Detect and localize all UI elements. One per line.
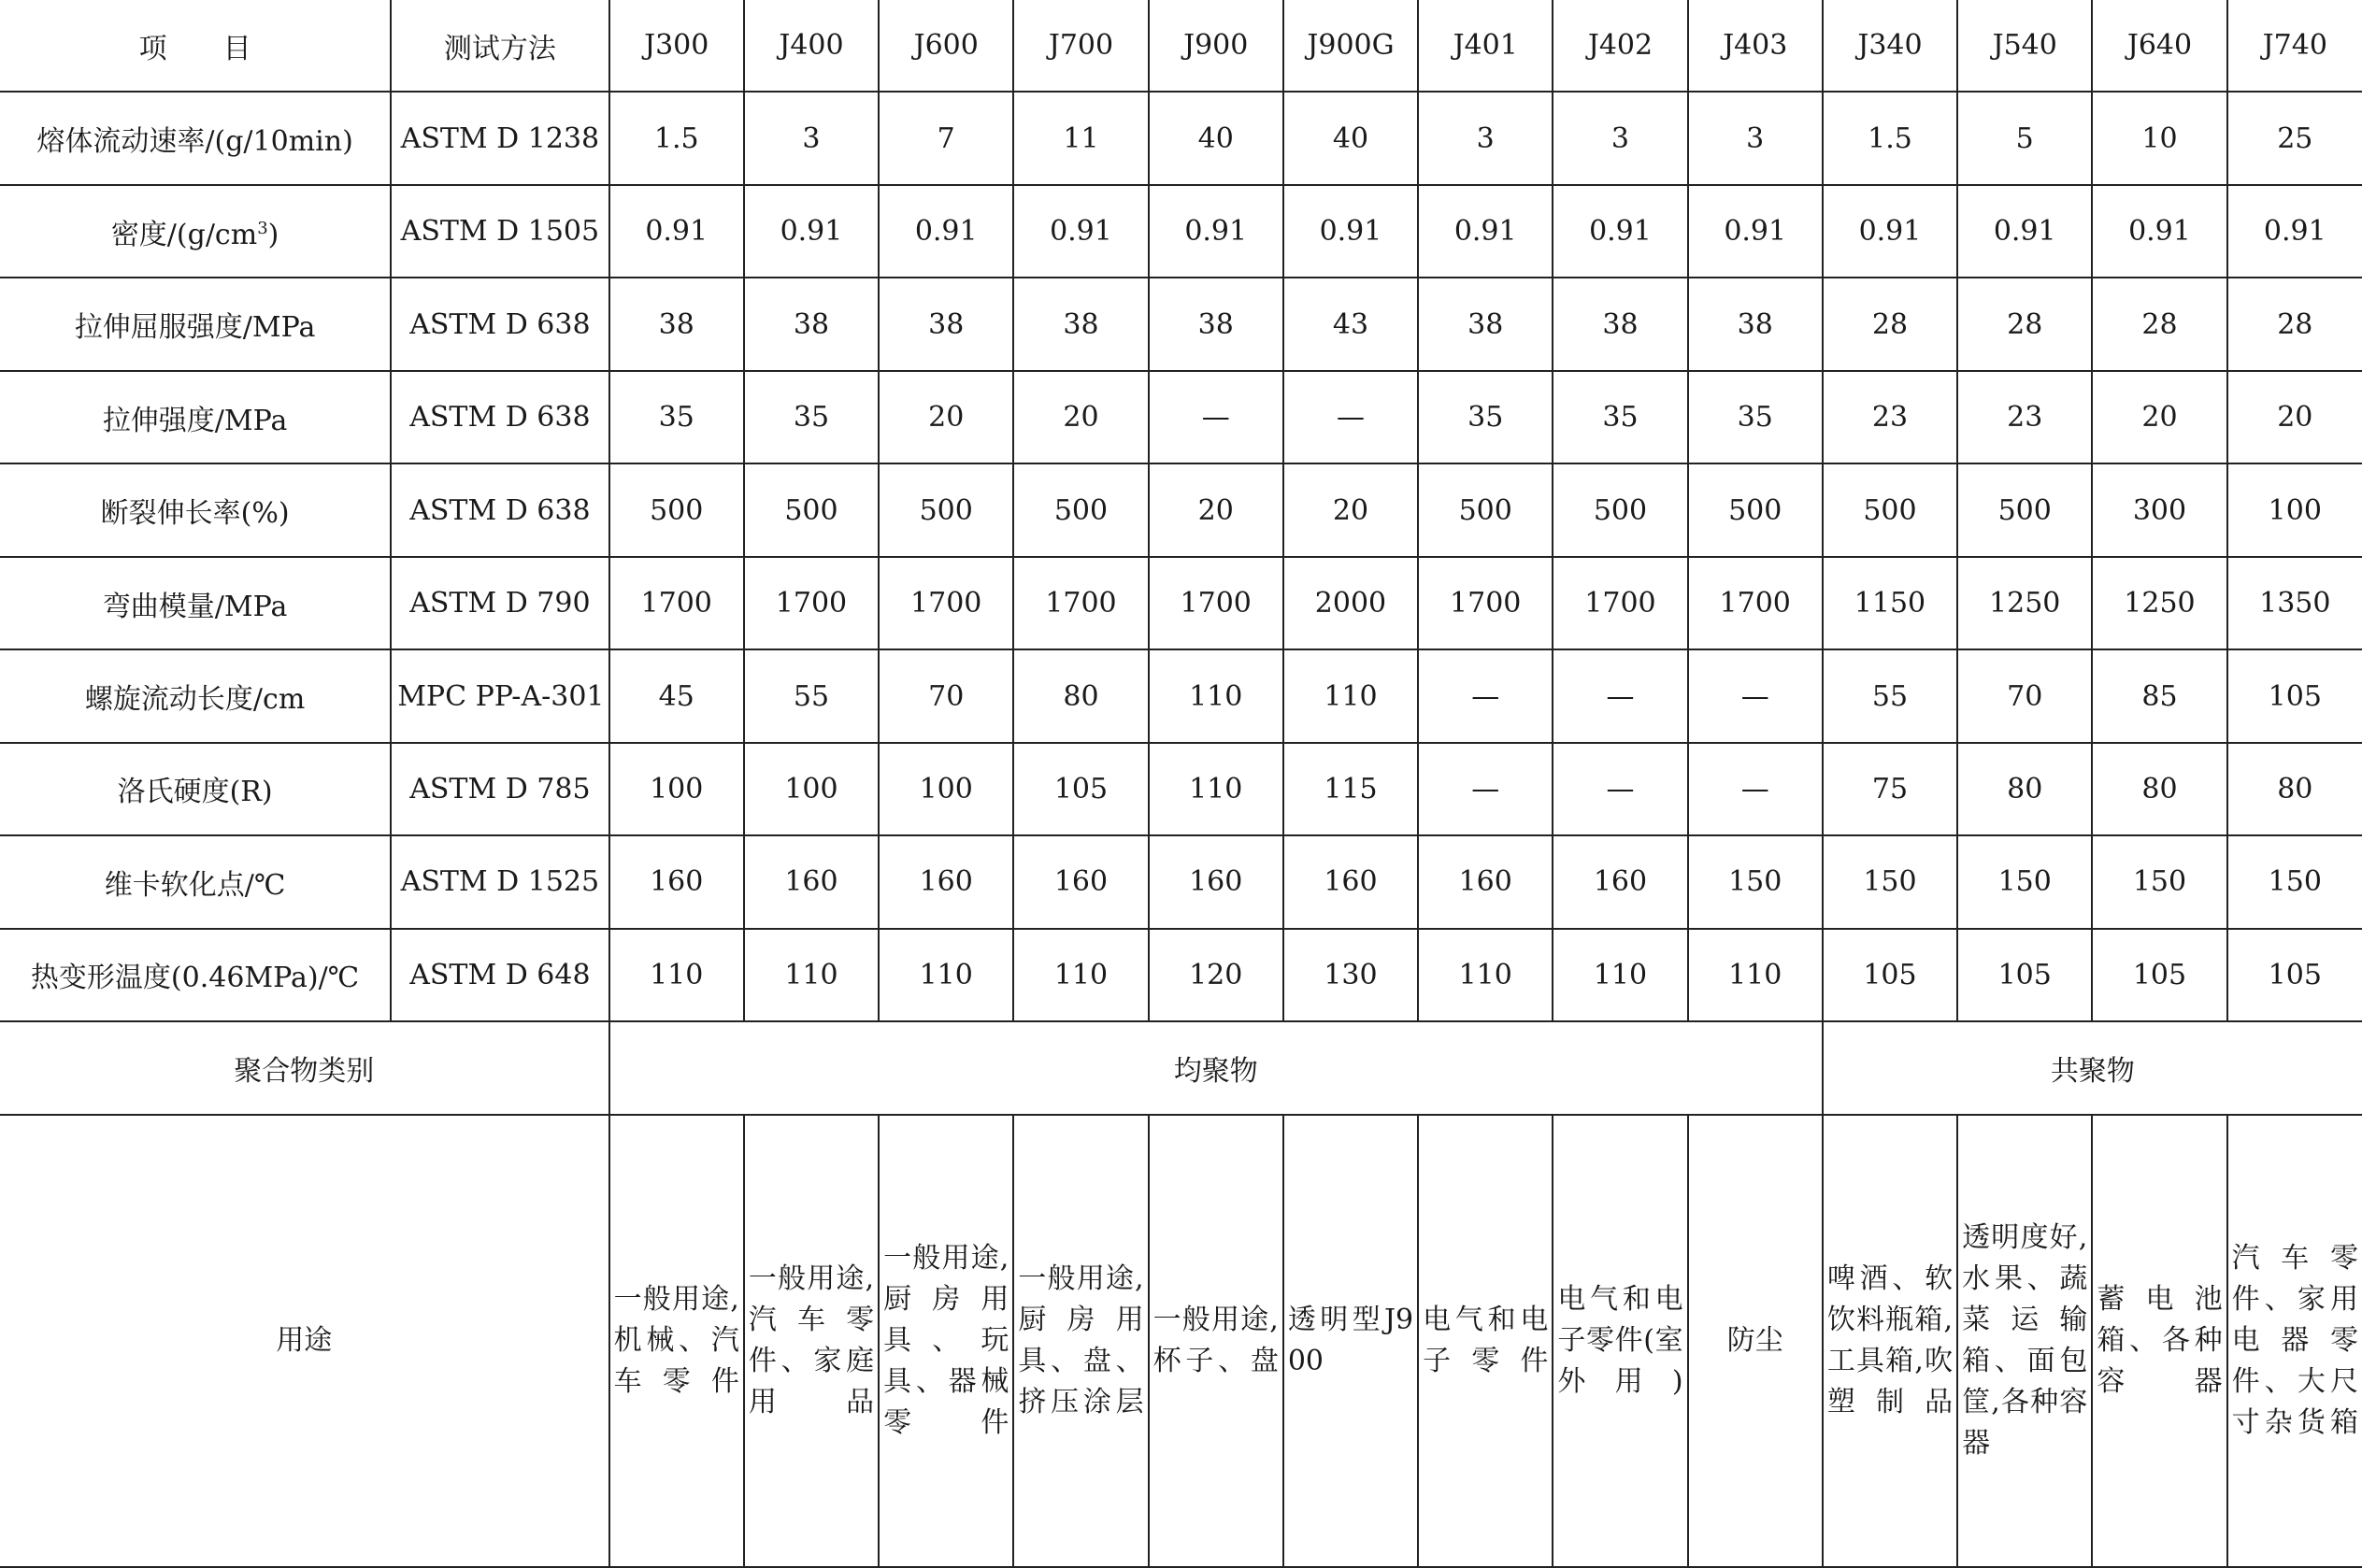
property-value: 1250 [2092,557,2226,649]
property-value: 1700 [744,557,879,649]
property-label-text: 密度/(g/cm [110,218,258,251]
homopolymer-cell: 均聚物 [609,1021,1823,1114]
property-value: 28 [1957,278,2092,370]
property-value: 130 [1283,929,1418,1021]
property-value: 160 [1283,835,1418,928]
property-label: 弯曲模量/MPa [0,557,391,649]
property-value: 0.91 [1553,185,1687,278]
property-value: 20 [2092,371,2226,463]
property-value: 105 [1013,743,1148,835]
property-value: 500 [1957,463,2092,556]
grade-header: J900G [1283,0,1418,92]
property-value: 35 [1418,371,1553,463]
property-value: 80 [2227,743,2362,835]
test-method: ASTM D 638 [391,371,608,463]
property-value: 160 [879,835,1013,928]
property-value: 160 [1013,835,1148,928]
unit-superscript: 3 [257,218,268,238]
property-value: 1350 [2227,557,2362,649]
test-method: ASTM D 638 [391,278,608,370]
property-row [0,649,2362,742]
property-value: 0.91 [2092,185,2226,278]
copolymer-cell: 共聚物 [1823,1021,2362,1114]
test-method: ASTM D 638 [391,463,608,556]
usage-value: 电气和电子零件 [1418,1115,1553,1567]
property-value: 1.5 [1823,92,1957,184]
usage-value: 透明型J900 [1283,1115,1418,1567]
property-value: 45 [609,649,744,742]
property-value: 1250 [1957,557,2092,649]
property-label: 洛氏硬度(R) [0,743,391,835]
property-value: 1700 [1553,557,1687,649]
test-method: ASTM D 790 [391,557,608,649]
property-value: — [1553,743,1687,835]
property-value: 110 [1149,649,1283,742]
property-value: 160 [609,835,744,928]
property-value: 3 [1418,92,1553,184]
polymer-category-label: 聚合物类别 [0,1021,609,1114]
property-value: 160 [1553,835,1687,928]
property-value: 115 [1283,743,1418,835]
grade-header: J300 [609,0,744,92]
property-value: 105 [1823,929,1957,1021]
property-value: 110 [1149,743,1283,835]
usage-value: 一般用途,杯子、盘 [1149,1115,1283,1567]
grade-header: J401 [1418,0,1553,92]
grade-header: J740 [2227,0,2362,92]
property-value: 20 [2227,371,2362,463]
property-value: 0.91 [1418,185,1553,278]
property-value: 1150 [1823,557,1957,649]
property-value: 160 [744,835,879,928]
property-value: 70 [1957,649,2092,742]
usage-value: 一般用途,汽车零件、家庭用品 [744,1115,879,1567]
property-label: 螺旋流动长度/cm [0,649,391,742]
property-value: 3 [1688,92,1823,184]
usage-value: 一般用途,机械、汽车零件 [609,1115,744,1567]
property-row [0,463,2362,556]
property-value: 110 [1553,929,1687,1021]
property-label: 维卡软化点/℃ [0,835,391,928]
property-value: 38 [1688,278,1823,370]
property-value: 0.91 [1013,185,1148,278]
property-value: 40 [1149,92,1283,184]
property-value: 0.91 [1283,185,1418,278]
property-value: 150 [1688,835,1823,928]
property-value: 100 [2227,463,2362,556]
property-label-tail: ) [267,218,279,251]
grade-header: J540 [1957,0,2092,92]
property-value: 38 [609,278,744,370]
usage-value: 一般用途,厨房用具、盘、挤压涂层 [1013,1115,1148,1567]
property-value: 20 [879,371,1013,463]
property-value: 28 [1823,278,1957,370]
property-value: 23 [1957,371,2092,463]
property-value: 160 [1149,835,1283,928]
property-label: 拉伸屈服强度/MPa [0,278,391,370]
property-value: 23 [1823,371,1957,463]
property-value: 38 [1149,278,1283,370]
grade-header: J640 [2092,0,2226,92]
property-value: 0.91 [1957,185,2092,278]
test-method: ASTM D 785 [391,743,608,835]
property-value: 105 [2092,929,2226,1021]
usage-row [0,1115,2362,1567]
grade-header: J402 [1553,0,1687,92]
test-method: ASTM D 648 [391,929,608,1021]
usage-value: 电气和电子零件(室外用) [1553,1115,1687,1567]
property-value: 100 [744,743,879,835]
property-value: 70 [879,649,1013,742]
property-value: 100 [609,743,744,835]
property-value: 500 [1688,463,1823,556]
property-row [0,92,2362,184]
property-value: 0.91 [1688,185,1823,278]
polymer-category-row [0,1021,2362,1114]
property-value: 500 [1823,463,1957,556]
usage-value: 透明度好,水果、蔬菜运输箱、面包筐,各种容器 [1957,1115,2092,1567]
grade-header: J403 [1688,0,1823,92]
test-method: ASTM D 1238 [391,92,608,184]
property-value: 0.91 [1823,185,1957,278]
property-value: 5 [1957,92,2092,184]
property-value: 20 [1013,371,1148,463]
property-value: 43 [1283,278,1418,370]
usage-value: 啤酒、软饮料瓶箱,工具箱,吹塑制品 [1823,1115,1957,1567]
property-label: 拉伸强度/MPa [0,371,391,463]
property-value: 110 [1013,929,1148,1021]
property-row [0,278,2362,370]
property-value: 0.91 [1149,185,1283,278]
property-value: 11 [1013,92,1148,184]
property-value: 150 [1823,835,1957,928]
property-value: 38 [879,278,1013,370]
property-value: 20 [1283,463,1418,556]
property-value: 0.91 [2227,185,2362,278]
property-value: 3 [1553,92,1687,184]
property-label: 热变形温度(0.46MPa)/℃ [0,929,391,1021]
property-value: 110 [879,929,1013,1021]
property-value: 500 [879,463,1013,556]
property-value: 105 [2227,929,2362,1021]
usage-value: 一般用途,厨房用具、玩具、器械零件 [879,1115,1013,1567]
property-value: 55 [1823,649,1957,742]
property-value: 150 [1957,835,2092,928]
property-value: 1700 [609,557,744,649]
property-value: 1.5 [609,92,744,184]
property-label: 熔体流动速率/(g/10min) [0,92,391,184]
property-value: 75 [1823,743,1957,835]
property-value: 500 [1418,463,1553,556]
property-value: — [1418,743,1553,835]
property-value: 300 [2092,463,2226,556]
test-method: MPC PP-A-301 [391,649,608,742]
property-value: 38 [1013,278,1148,370]
property-value: 120 [1149,929,1283,1021]
property-value: 35 [609,371,744,463]
property-value: 0.91 [609,185,744,278]
property-value: 55 [744,649,879,742]
property-value: 3 [744,92,879,184]
grade-header: J900 [1149,0,1283,92]
property-value: 20 [1149,463,1283,556]
property-value: 38 [1553,278,1687,370]
property-value: 1700 [1149,557,1283,649]
property-value: 110 [609,929,744,1021]
property-value: 500 [1013,463,1148,556]
property-value: 110 [744,929,879,1021]
item-header: 项 目 [0,0,391,92]
grade-header: J600 [879,0,1013,92]
property-value: 500 [744,463,879,556]
property-value: 150 [2227,835,2362,928]
property-value: 160 [1418,835,1553,928]
grade-header: J700 [1013,0,1148,92]
test-method: ASTM D 1505 [391,185,608,278]
usage-value: 汽车零件、家用电器零件、大尺寸杂货箱 [2227,1115,2362,1567]
property-value: 150 [2092,835,2226,928]
property-value: 35 [744,371,879,463]
property-label: 断裂伸长率(%) [0,463,391,556]
property-row [0,371,2362,463]
grade-header: J340 [1823,0,1957,92]
property-value: 10 [2092,92,2226,184]
property-value: 110 [1283,649,1418,742]
property-value: 110 [1688,929,1823,1021]
property-value: 500 [1553,463,1687,556]
property-row [0,185,2362,278]
property-value: — [1149,371,1283,463]
property-row [0,743,2362,835]
property-value: 1700 [879,557,1013,649]
property-value: — [1418,649,1553,742]
property-value: 38 [744,278,879,370]
method-header: 测试方法 [391,0,608,92]
property-row [0,557,2362,649]
property-value: 35 [1688,371,1823,463]
property-value: 2000 [1283,557,1418,649]
property-value: 80 [2092,743,2226,835]
test-method: ASTM D 1525 [391,835,608,928]
property-value: 40 [1283,92,1418,184]
usage-value: 防尘 [1688,1115,1823,1567]
property-value: — [1283,371,1418,463]
property-value: 85 [2092,649,2226,742]
property-value: — [1553,649,1687,742]
grade-header: J400 [744,0,879,92]
property-value: 1700 [1418,557,1553,649]
property-value: 0.91 [879,185,1013,278]
property-value: 25 [2227,92,2362,184]
property-row [0,835,2362,928]
property-value: 35 [1553,371,1687,463]
property-value: 28 [2227,278,2362,370]
property-value: — [1688,743,1823,835]
usage-value: 蓄电池箱、各种容器 [2092,1115,2226,1567]
property-value: 28 [2092,278,2226,370]
header-row [0,0,2362,92]
property-value: 105 [2227,649,2362,742]
property-value: 105 [1957,929,2092,1021]
property-row [0,929,2362,1021]
property-value: 110 [1418,929,1553,1021]
usage-label: 用途 [0,1115,609,1567]
property-label [0,185,391,278]
property-value: 500 [609,463,744,556]
property-value: 38 [1418,278,1553,370]
property-value: 100 [879,743,1013,835]
property-value: — [1688,649,1823,742]
property-value: 80 [1013,649,1148,742]
property-value: 7 [879,92,1013,184]
property-value: 80 [1957,743,2092,835]
property-value: 1700 [1688,557,1823,649]
property-value: 1700 [1013,557,1148,649]
property-value: 0.91 [744,185,879,278]
